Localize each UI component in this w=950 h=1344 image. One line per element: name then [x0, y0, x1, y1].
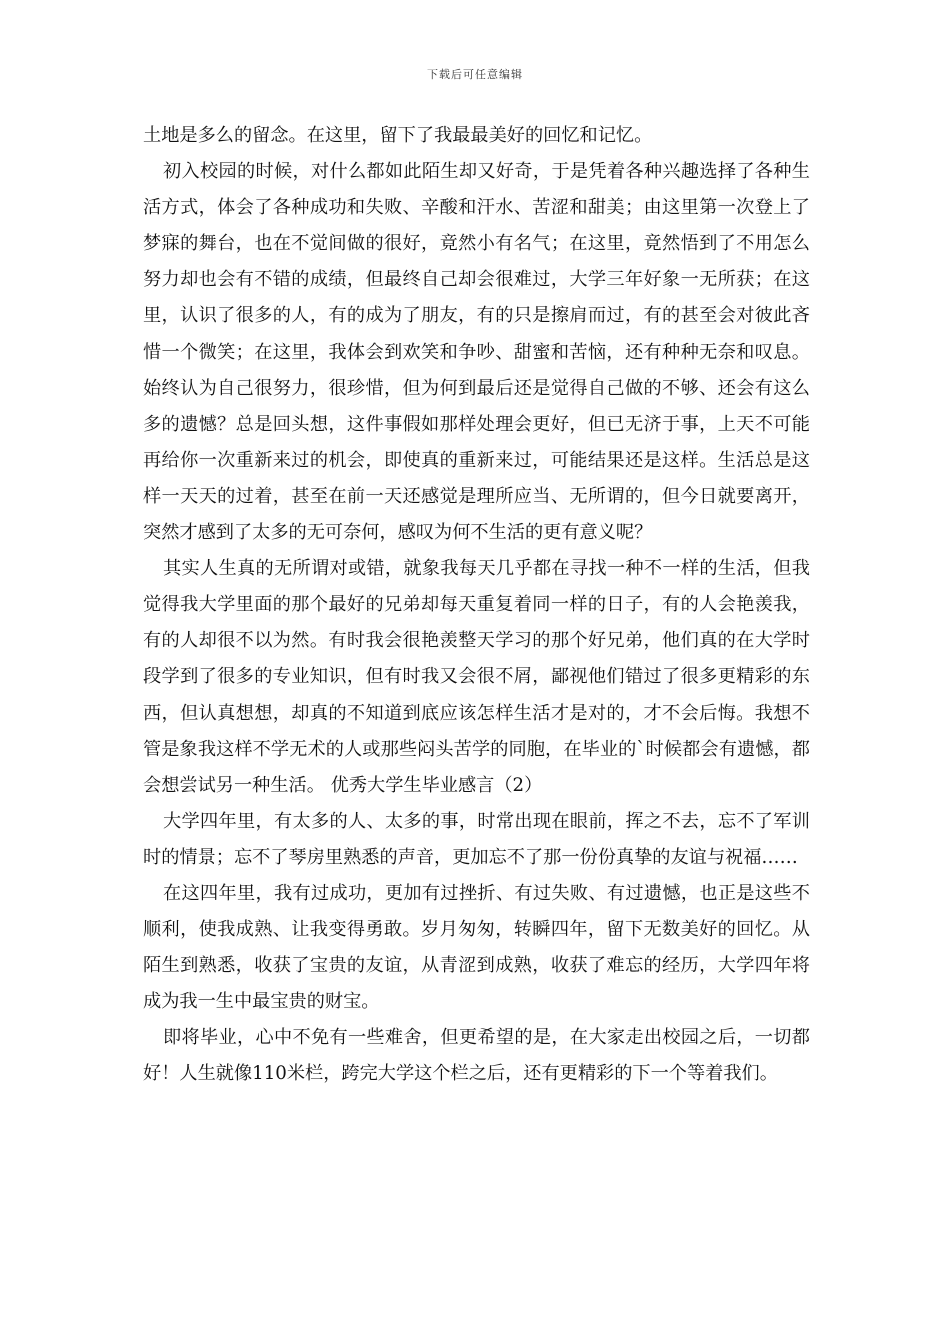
paragraph: 其实人生真的无所谓对或错，就象我每天几乎都在寻找一种不一样的生活，但我觉得我大学里面的那个最好的兄弟却每天重复着同一样的日子，有的人会艳羡我，有的人却很不以为然。有时我会很艳羡整天学习的那个好兄弟，他们真的在大学时段学到了很多的专业知识，但有时我又会很不屑，鄙视他们错过了很多更精彩的东西，但认真想想，却真的不知道到底应该怎样生活才是对的，才不会后悔。我想不管是象我这样不学无术的人或那些闷头苦学的同胞，在毕业的`时候都会有遗憾，都会想尝试另一种生活。 优秀大学生毕业感言（2）: [143, 558, 810, 796]
paragraph: 初入校园的时候，对什么都如此陌生却又好奇，于是凭着各种兴趣选择了各种生活方式，体会了各种成功和失败、辛酸和汗水、苦涩和甜美；由这里第一次登上了梦寐的舞台，也在不觉间做的很好，竟然小有名气；在这里，竟然悟到了不用怎么努力却也会有不错的成绩，但最终自己却会很难过，大学三年好象一无所获；在这里，认识了很多的人，有的成为了朋友，有的只是擦肩而过，有的甚至会对彼此吝惜一个微笑；在这里，我体会到欢笑和争吵、甜蜜和苦恼，还有种种无奈和叹息。始终认为自己很努力，很珍惜，但为何到最后还是觉得自己做的不够、还会有这么多的遗憾？总是回头想，这件事假如那样处理会更好，但已无济于事，上天不可能再给你一次重新来过的机会，即使真的重新来过，可能结果还是这样。生活总是这样一天天的过着，甚至在前一天还感觉是理所应当、无所谓的，但今日就要离开，突然才感到了太多的无可奈何，感叹为何不生活的更有意义呢？: [143, 161, 810, 544]
paragraph: 大学四年里，有太多的人、太多的事，时常出现在眼前，挥之不去，忘不了军训时的情景；忘不了琴房里熟悉的声音，更加忘不了那一份份真挚的友谊与祝福……: [143, 810, 810, 868]
paragraph: 在这四年里，我有过成功，更加有过挫折、有过失败、有过遗憾，也正是这些不顺利，使我成熟、让我变得勇敢。岁月匆匆，转瞬四年，留下无数美好的回忆。从陌生到熟悉，收获了宝贵的友谊，从青涩到成熟，收获了难忘的经历，大学四年将成为我一生中最宝贵的财宝。: [143, 882, 810, 1013]
page-header: 下载后可任意编辑: [427, 68, 523, 81]
paragraph: 即将毕业，心中不免有一些难舍，但更希望的是，在大家走出校园之后，一切都好！人生就像110米栏，跨完大学这个栏之后，还有更精彩的下一个等着我们。: [143, 1027, 810, 1085]
document-body: [143, 118, 810, 1093]
paragraph-continuation: 土地是多么的留念。在这里，留下了我最最美好的回忆和记忆。: [143, 125, 653, 146]
